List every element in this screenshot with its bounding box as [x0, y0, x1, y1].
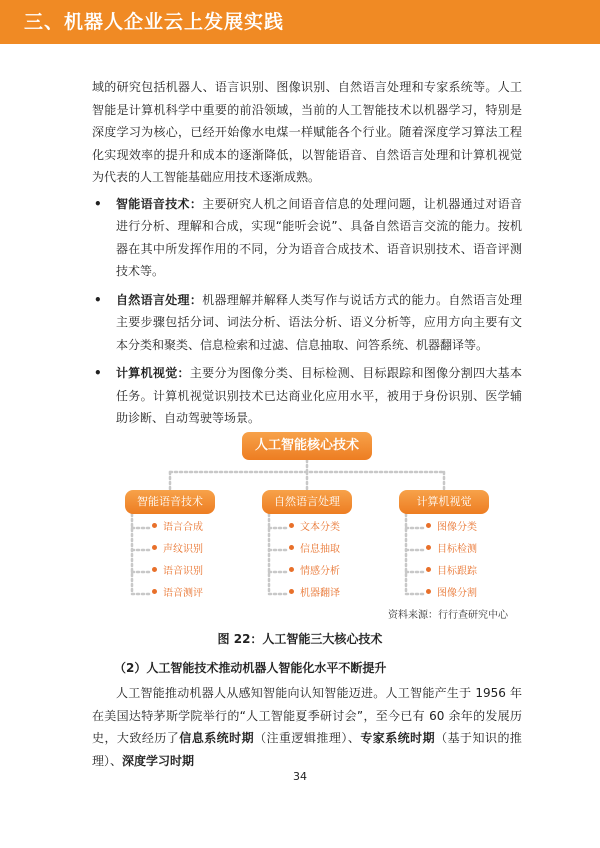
- bullet-item-nlp: [92, 289, 522, 357]
- bullet-dot-icon: •: [94, 196, 102, 211]
- bullet-text: 主要研究人机之间语音信息的处理问题，让机器通过对语音进行分析、理解和合成，实现“能听会说”、具备自然语言交流的能力。按机器在其中所发挥作用的不同，分为语音合成技术、语音识别技术、语音评测技术等。: [116, 196, 522, 278]
- bullet-dot-icon: [289, 567, 294, 572]
- bullet-dot-icon: [152, 567, 157, 572]
- bullet-item-vision: [92, 362, 522, 430]
- diagram-source: 资料来源：行行查研究中心: [388, 610, 508, 621]
- bullet-dot-icon: •: [94, 292, 102, 307]
- page-number: 34: [293, 770, 307, 783]
- intro-paragraph: 域的研究包括机器人、语言识别、图像识别、自然语言处理和专家系统等。人工智能是计算机科学中重要的前沿领域，当前的人工智能技术以机器学习，特别是深度学习为核心，已经开始像水电煤一样赋能各个行业。随着深度学习算法工程化实现效率的提升和成本的逐渐降低，以智能语音、自然语言处理和计算机视觉为代表的人工智能基础应用技术逐渐成熟。: [92, 80, 522, 184]
- figure-caption: 图 22：人工智能三大核心技术: [217, 632, 383, 646]
- body-paragraph: [92, 682, 522, 772]
- diagram-item: 机器翻译: [289, 587, 340, 601]
- diagram-item: 文本分类: [289, 521, 340, 535]
- bullet-dot-icon: [289, 523, 294, 528]
- bullet-term: 智能语音技术：: [116, 196, 203, 211]
- diagram-item: 语言合成: [152, 521, 203, 535]
- bullet-dot-icon: [152, 523, 157, 528]
- diagram-category-nlp: 自然语言处理: [262, 490, 352, 514]
- bullet-text: 机器理解并解释人类写作与说话方式的能力。自然语言处理主要步骤包括分词、词法分析、语法分析、语义分析等，应用方向主要有文本分类和聚类、信息检索和过滤、信息抽取、问答系统、机器翻译等。: [116, 292, 522, 352]
- bullet-dot-icon: [426, 589, 431, 594]
- page-header: [0, 0, 600, 44]
- ai-core-tech-diagram: [122, 432, 508, 622]
- bullet-dot-icon: [289, 545, 294, 550]
- bullet-dot-icon: •: [94, 366, 102, 380]
- bullet-dot-icon: [426, 567, 431, 572]
- diagram-item: 语音识别: [152, 565, 203, 579]
- bullet-term: 自然语言处理：: [116, 292, 203, 307]
- diagram-item: 图像分类: [426, 521, 477, 535]
- diagram-item: 信息抽取: [289, 543, 340, 557]
- diagram-item: 目标检测: [426, 543, 477, 557]
- bullet-text: 主要分为图像分类、目标检测、目标跟踪和图像分割四大基本任务。计算机视觉识别技术已达商业化应用水平，被用于身份识别、医学辅助诊断、自动驾驶等场景。: [116, 366, 522, 425]
- bullet-dot-icon: [426, 523, 431, 528]
- tech-bullet-list: [92, 193, 522, 430]
- diagram-item: 图像分割: [426, 587, 477, 601]
- body-paragraph-text: 人工智能推动机器人从感知智能向认知智能迈进。人工智能产生于 1956 年在美国达特茅斯学院举行的“人工智能夏季研讨会”，至今已有 60 余年的发展历史，大致经历了信息系统时期（注重逻辑推理）、专家系统时期（基于知识的推理）、深度学习时期: [92, 686, 522, 768]
- bullet-dot-icon: [289, 589, 294, 594]
- diagram-item: 声纹识别: [152, 543, 203, 557]
- bullet-item-speech: [92, 193, 522, 283]
- diagram-category-speech: 智能语音技术: [125, 490, 215, 514]
- diagram-root-node: 人工智能核心技术: [242, 432, 372, 460]
- diagram-item: 目标跟踪: [426, 565, 477, 579]
- bullet-term: 计算机视觉：: [116, 366, 190, 380]
- diagram-item: 语音测评: [152, 587, 203, 601]
- header-title: 三、机器人企业云上发展实践: [24, 11, 285, 33]
- main-content: [92, 76, 522, 436]
- bullet-dot-icon: [426, 545, 431, 550]
- section-subheading: （2）人工智能技术推动机器人智能化水平不断提升: [114, 661, 387, 675]
- diagram-item: 情感分析: [289, 565, 340, 579]
- bullet-dot-icon: [152, 545, 157, 550]
- diagram-category-vision: 计算机视觉: [399, 490, 489, 514]
- bullet-dot-icon: [152, 589, 157, 594]
